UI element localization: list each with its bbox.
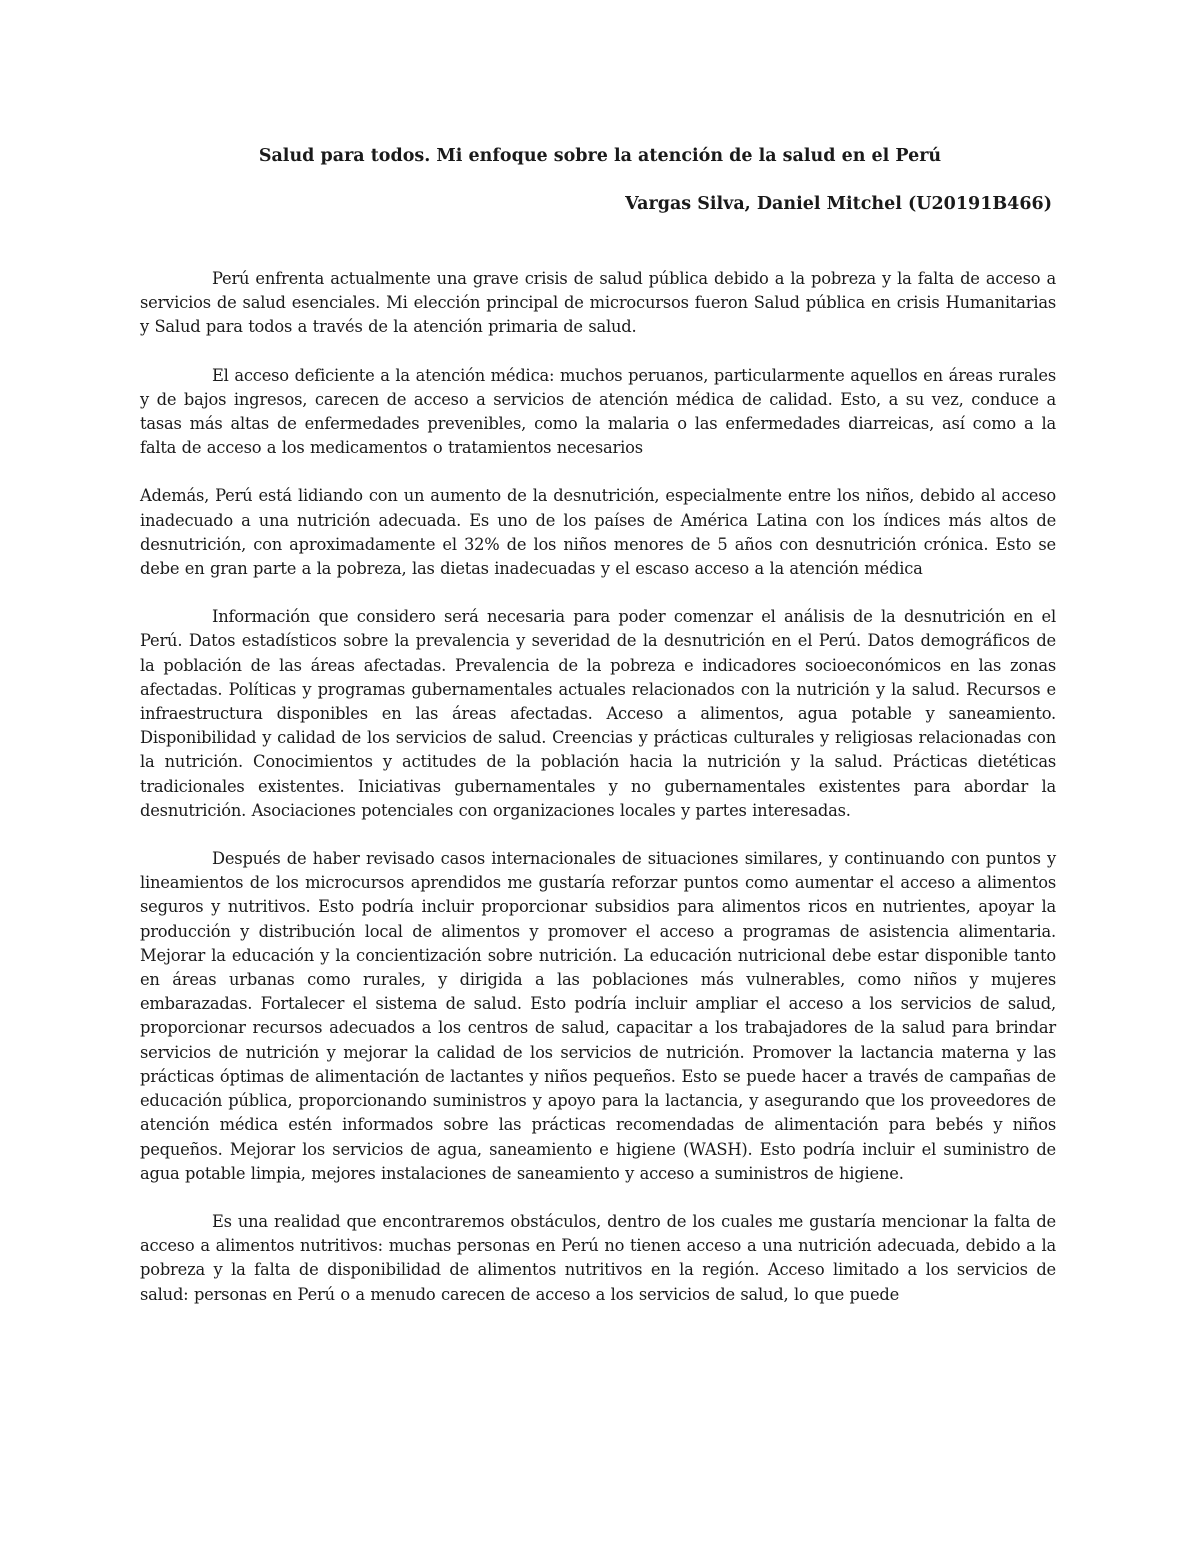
- document-title: Salud para todos. Mi enfoque sobre la atención de la salud en el Perú: [258, 146, 942, 166]
- paragraph-malnutrition: Además, Perú está lidiando con un aumento de la desnutrición, especialmente entre los niños, debido al acceso inadecuado a una nutrición adecuada. Es uno de los países de América Latina con los índices más altos de desnutrición, con aproximadamente el 32% de los niños menores de 5 años con desnutrición crónica. Esto se debe en gran parte a la pobreza, las dietas inadecuadas y el escaso acceso a la atención médica: [140, 486, 1056, 579]
- paragraph-required-information: Información que considero será necesaria para poder comenzar el análisis de la desnutrición en el Perú. Datos estadísticos sobre la prevalencia y severidad de la desnutrición en el Perú. Datos demográficos de la población de las áreas afectadas. Prevalencia de la pobreza e indicadores socioeconómicos en las zonas afectadas. Políticas y programas gubernamentales actuales relacionados con la nutrición y la salud. Recursos e infraestructura disponibles en las áreas afectadas. Acceso a alimentos, agua potable y saneamiento. Disponibilidad y calidad de los servicios de salud. Creencias y prácticas culturales y religiosas relacionadas con la nutrición. Conocimientos y actitudes de la población hacia la nutrición y la salud. Prácticas dietéticas tradicionales existentes. Iniciativas gubernamentales y no gubernamentales existentes para abordar la desnutrición. Asociaciones potenciales con organizaciones locales y partes interesadas.: [140, 607, 1056, 820]
- paragraph-access-healthcare: El acceso deficiente a la atención médica: muchos peruanos, particularmente aquellos en áreas rurales y de bajos ingresos, carecen de acceso a servicios de atención médica de calidad. Esto, a su vez, conduce a tasas más altas de enfermedades prevenibles, como la malaria o las enfermedades diarreicas, así como a la falta de acceso a los medicamentos o tratamientos necesarios: [140, 365, 1056, 458]
- paragraph-introduction: Perú enfrenta actualmente una grave crisis de salud pública debido a la pobreza y la falta de acceso a servicios de salud esenciales. Mi elección principal de microcursos fueron Salud pública en crisis Humanitarias y Salud para todos a través de la atención primaria de salud.: [140, 269, 1056, 337]
- document-body: [140, 267, 1056, 1307]
- paragraph-proposals: Después de haber revisado casos internacionales de situaciones similares, y continuando con puntos y lineamientos de los microcursos aprendidos me gustaría reforzar puntos como aumentar el acceso a alimentos seguros y nutritivos. Esto podría incluir proporcionar subsidios para alimentos ricos en nutrientes, apoyar la producción y distribución local de alimentos y promover el acceso a programas de asistencia alimentaria. Mejorar la educación y la concientización sobre nutrición. La educación nutricional debe estar disponible tanto en áreas urbanas como rurales, y dirigida a las poblaciones más vulnerables, como niños y mujeres embarazadas. Fortalecer el sistema de salud. Esto podría incluir ampliar el acceso a los servicios de salud, proporcionar recursos adecuados a los centros de salud, capacitar a los trabajadores de la salud para brindar servicios de nutrición y mejorar la calidad de los servicios de nutrición. Promover la lactancia materna y las prácticas óptimas de alimentación de lactantes y niños pequeños. Esto se puede hacer a través de campañas de educación pública, proporcionando suministros y apoyo para la lactancia, y asegurando que los proveedores de atención médica estén informados sobre las prácticas recomendadas de alimentación para bebés y niños pequeños. Mejorar los servicios de agua, saneamiento e higiene (WASH). Esto podría incluir el suministro de agua potable limpia, mejores instalaciones de saneamiento y acceso a suministros de higiene.: [140, 849, 1056, 1183]
- document-author: Vargas Silva, Daniel Mitchel (U20191B466): [625, 194, 1052, 214]
- paragraph-obstacles: Es una realidad que encontraremos obstáculos, dentro de los cuales me gustaría mencionar la falta de acceso a alimentos nutritivos: muchas personas en Perú no tienen acceso a una nutrición adecuada, debido a la pobreza y la falta de disponibilidad de alimentos nutritivos en la región. Acceso limitado a los servicios de salud: personas en Perú o a menudo carecen de acceso a los servicios de salud, lo que puede: [140, 1211, 1056, 1304]
